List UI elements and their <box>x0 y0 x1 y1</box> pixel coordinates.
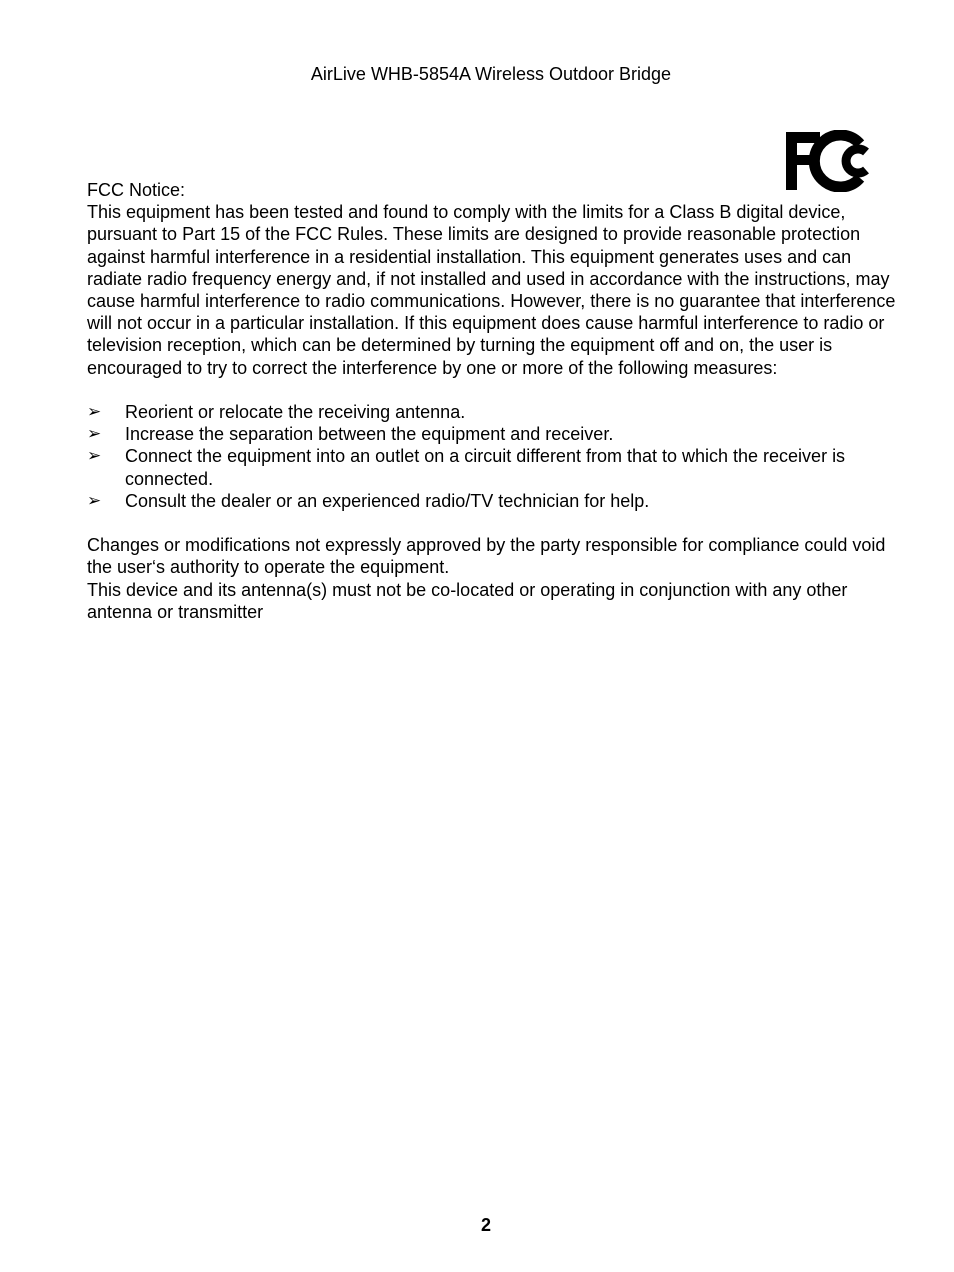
list-item: ➢ Increase the separation between the equipment and receiver. <box>87 424 614 445</box>
list-item: ➢ Reorient or relocate the receiving antenna. <box>87 402 466 423</box>
list-item: ➢ Connect the equipment into an outlet on a circuit different from that to which the receiver is connected. <box>87 446 846 489</box>
arrow-bullet-icon: ➢ <box>87 402 102 422</box>
changes-paragraph: Changes or modifications not expressly approved by the party responsible for compliance could void the user‘s authority to operate the equipment. <box>87 535 886 578</box>
list-item: ➢ Consult the dealer or an experienced radio/TV technician for help. <box>87 490 650 511</box>
notice-body: This equipment has been tested and found to comply with the limits for a Class B digital device, pursuant to Part 15 of the FCC Rules. These limits are designed to provide reasonable protection against harmful interference in a residential installation. This equipment generates uses and can radiate radio frequency energy and, if not installed and used in accordance with the instructions, may cause harmful interference to radio communications. However, there is no guarantee that interference will not occur in a particular installation. If this equipment does cause harmful interference to radio or television reception, which can be determined by turning the equipment off and on, the user is encouraged to try to correct the interference by one or more of the following measures: <box>87 202 896 378</box>
fcc-notice <box>87 179 899 623</box>
arrow-bullet-icon: ➢ <box>87 490 102 510</box>
measures-list <box>87 401 899 512</box>
colocation-paragraph: This device and its antenna(s) must not be co-located or operating in conjunction with any other antenna or transmitter <box>87 579 848 622</box>
page-number: 2 <box>480 1215 491 1235</box>
notice-heading: FCC Notice: <box>87 180 186 200</box>
arrow-bullet-icon: ➢ <box>87 446 102 466</box>
page-header-title: AirLive WHB-5854A Wireless Outdoor Bridge <box>310 64 672 84</box>
arrow-bullet-icon: ➢ <box>87 424 102 444</box>
